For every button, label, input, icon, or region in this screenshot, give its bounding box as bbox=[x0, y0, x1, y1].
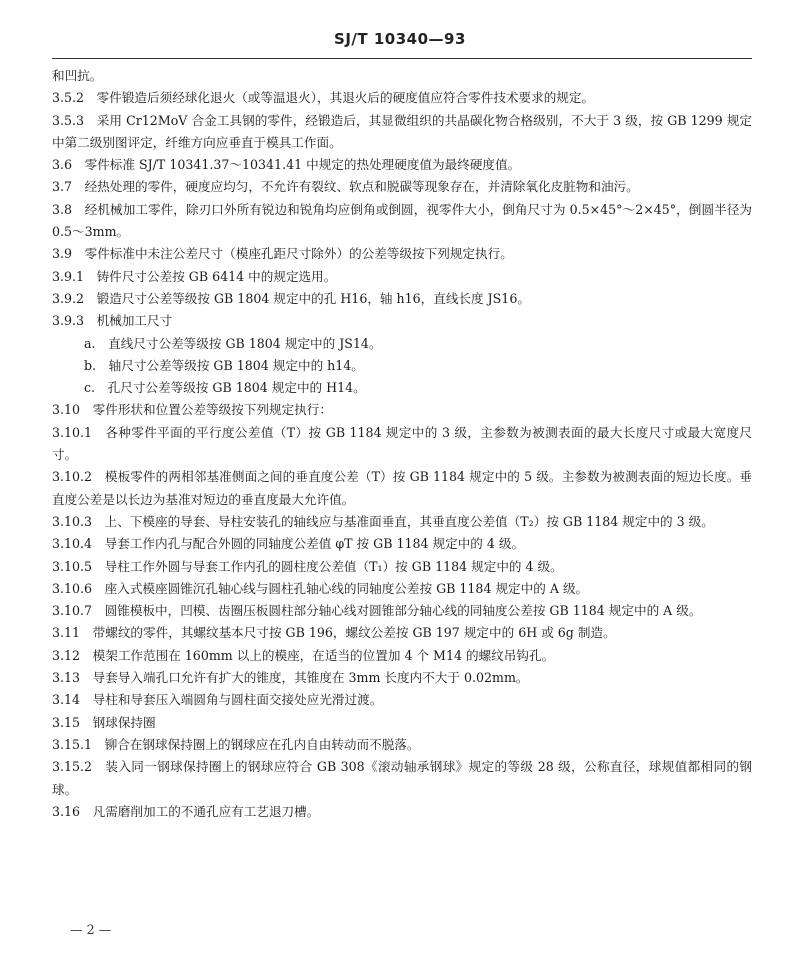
clause-3-8: 3.8 经机械加工零件，除刃口外所有锐边和锐角均应倒角或倒圆，视零件大小，倒角尺寸为 0.5×45°～2×45°，倒圆半径为 0.5～3mm。 bbox=[52, 201, 752, 240]
clause-3-16: 3.16 凡需磨削加工的不通孔应有工艺退刀槽。 bbox=[52, 803, 320, 819]
clause-3-15: 3.15 钢球保持圈 bbox=[52, 714, 156, 730]
clause-3-10-3: 3.10.3 上、下模座的导套、导柱安装孔的轴线应与基准面垂直，其垂直度公差值（T₂）按 GB 1184 规定中的 3 级。 bbox=[52, 513, 714, 529]
clause-3-9-2: 3.9.2 锻造尺寸公差等级按 GB 1804 规定中的孔 H16，轴 h16，直线长度 JS16。 bbox=[52, 290, 530, 306]
document-body bbox=[52, 65, 752, 823]
list-item-a: a. 直线尺寸公差等级按 GB 1804 规定中的 JS14。 bbox=[84, 335, 382, 351]
list-item-c: c. 孔尺寸公差等级按 GB 1804 规定中的 H14。 bbox=[84, 380, 366, 396]
clause-3-9: 3.9 零件标准中未注公差尺寸（模座孔距尺寸除外）的公差等级按下列规定执行。 bbox=[52, 246, 513, 262]
clause-3-10-1: 3.10.1 各种零件平面的平行度公差值（T）按 GB 1184 规定中的 3 级，主参数为被测表面的最大长度尺寸或最大宽度尺寸。 bbox=[52, 424, 752, 463]
standard-code-header: SJ/T 10340—93 bbox=[334, 30, 466, 48]
list-item-b: b. 轴尺寸公差等级按 GB 1804 规定中的 h14。 bbox=[84, 357, 364, 373]
clause-3-10-7: 3.10.7 圆锥模板中，凹模、齿圈压板圆柱部分轴心线对圆锥部分轴心线的同轴度公差按 GB 1184 规定中的 A 级。 bbox=[52, 603, 702, 619]
paragraph: 和凹抗。 bbox=[52, 68, 103, 83]
clause-3-10-4: 3.10.4 导套工作内孔与配合外圆的同轴度公差值 φT 按 GB 1184 规定中的 4 级。 bbox=[52, 536, 525, 552]
clause-3-9-1: 3.9.1 铸件尺寸公差按 GB 6414 中的规定选用。 bbox=[52, 268, 337, 284]
clause-3-11: 3.11 带螺纹的零件，其螺纹基本尺寸按 GB 196，螺纹公差按 GB 197 规定中的 6H 或 6g 制造。 bbox=[52, 625, 616, 641]
clause-3-5-2: 3.5.2 零件锻造后须经球化退火（或等温退火），其退火后的硬度值应符合零件技术要求的规定。 bbox=[52, 90, 595, 106]
clause-3-10-6: 3.10.6 座入式模座圆锥沉孔轴心线与圆柱孔轴心线的同轴度公差按 GB 1184 规定中的 A 级。 bbox=[52, 580, 589, 596]
clause-3-10: 3.10 零件形状和位置公差等级按下列规定执行： bbox=[52, 402, 332, 418]
clause-3-15-2: 3.15.2 装入同一钢球保持圈上的钢球应符合 GB 308《滚动轴承钢球》规定的等级 28 级，公称直径，球规值都相同的钢球。 bbox=[52, 759, 752, 797]
clause-3-7: 3.7 经热处理的零件，硬度应均匀，不允许有裂纹、软点和脱碳等现象存在，并清除氧化皮脏物和油污。 bbox=[52, 179, 639, 195]
page-number: — 2 — bbox=[70, 922, 112, 937]
clause-3-14: 3.14 导柱和导套压入端圆角与圆柱面交接处应光滑过渡。 bbox=[52, 692, 383, 708]
clause-3-10-5: 3.10.5 导柱工作外圆与导套工作内孔的圆柱度公差值（T₁）按 GB 1184 规定中的 4 级。 bbox=[52, 558, 563, 574]
header-rule bbox=[52, 58, 752, 59]
clause-3-5-3: 3.5.3 采用 Cr12MoV 合金工具钢的零件，经锻造后，其显微组织的共晶碳化物合格级别，不大于 3 级，按 GB 1299 规定中第二级别图评定，纤维方向应垂直于模具工作面。 bbox=[52, 112, 752, 150]
clause-3-6: 3.6 零件标准 SJ/T 10341.37～10341.41 中规定的热处理硬度值为最终硬度值。 bbox=[52, 157, 521, 173]
clause-3-9-3: 3.9.3 机械加工尺寸 bbox=[52, 313, 173, 329]
clause-3-10-2: 3.10.2 模板零件的两相邻基准侧面之间的垂直度公差（T）按 GB 1184 规定中的 5 级。主参数为被测表面的短边长度。垂直度公差是以长边为基准对短边的垂直度最大允许值。 bbox=[52, 469, 752, 507]
clause-3-12: 3.12 模架工作范围在 160mm 以上的模座，在适当的位置加 4 个 M14 的螺纹吊钩孔。 bbox=[52, 647, 555, 663]
clause-3-15-1: 3.15.1 铆合在钢球保持圈上的钢球应在孔内自由转动而不脱落。 bbox=[52, 736, 420, 752]
clause-3-13: 3.13 导套导入端孔口允许有扩大的锥度，其锥度在 3mm 长度内不大于 0.02mm。 bbox=[52, 670, 529, 686]
